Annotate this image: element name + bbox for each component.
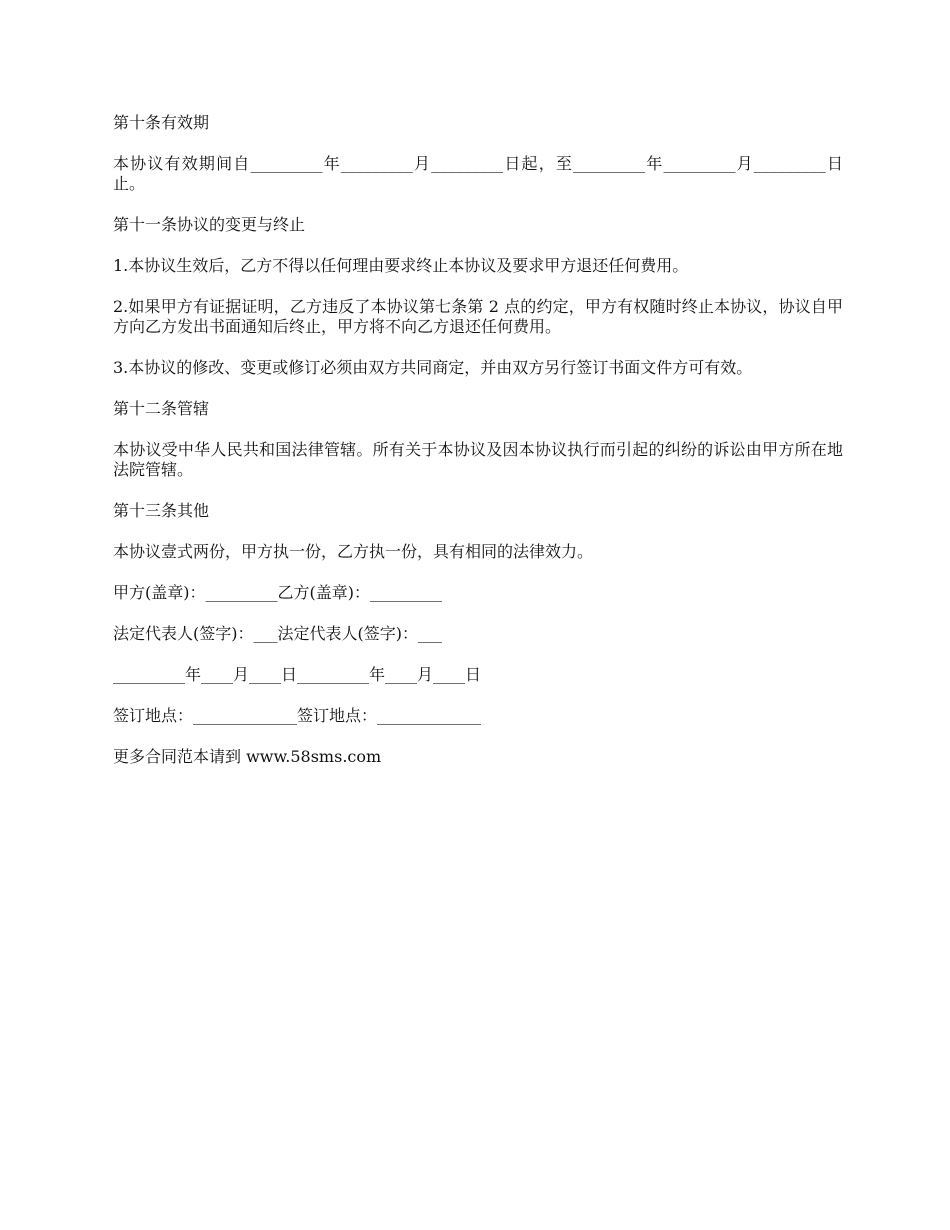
section-heading-validity: 第十条有效期: [113, 113, 210, 132]
signing-location-line: 签订地点：_____________签订地点：_____________: [113, 706, 482, 725]
jurisdiction-clause: 本协议受中华人民共和国法律管辖。所有关于本协议及因本协议执行而引起的纠纷的诉讼由甲方所在地法院管辖。: [113, 440, 843, 479]
party-seal-line: 甲方(盖章)：_________乙方(盖章)：_________: [113, 583, 442, 602]
termination-clause-2: 2.如果甲方有证据证明，乙方违反了本协议第七条第 2 点的约定，甲方有权随时终止本协议，协议自甲方向乙方发出书面通知后终止，甲方将不向乙方退还任何费用。: [113, 297, 843, 336]
section-heading-change-termination: 第十一条协议的变更与终止: [113, 215, 306, 234]
termination-clause-3: 3.本协议的修改、变更或修订必须由双方共同商定，并由双方另行签订书面文件方可有效。: [113, 358, 753, 377]
validity-period-clause: 本协议有效期间自_________年_________月_________日起，至_________年_________月_________日止。: [113, 154, 843, 193]
document-body: [113, 113, 843, 788]
copies-clause: 本协议壹式两份，甲方执一份，乙方执一份，具有相同的法律效力。: [113, 542, 594, 561]
more-templates-footer: 更多合同范本请到 www.58sms.com: [113, 747, 382, 766]
representative-signature-line: 法定代表人(签字)：___法定代表人(签字)：___: [113, 624, 442, 643]
signing-date-line: _________年____月____日_________年____月____日: [113, 665, 482, 684]
section-heading-other: 第十三条其他: [113, 501, 210, 520]
section-heading-jurisdiction: 第十二条管辖: [113, 399, 210, 418]
termination-clause-1: 1.本协议生效后，乙方不得以任何理由要求终止本协议及要求甲方退还任何费用。: [113, 256, 689, 275]
